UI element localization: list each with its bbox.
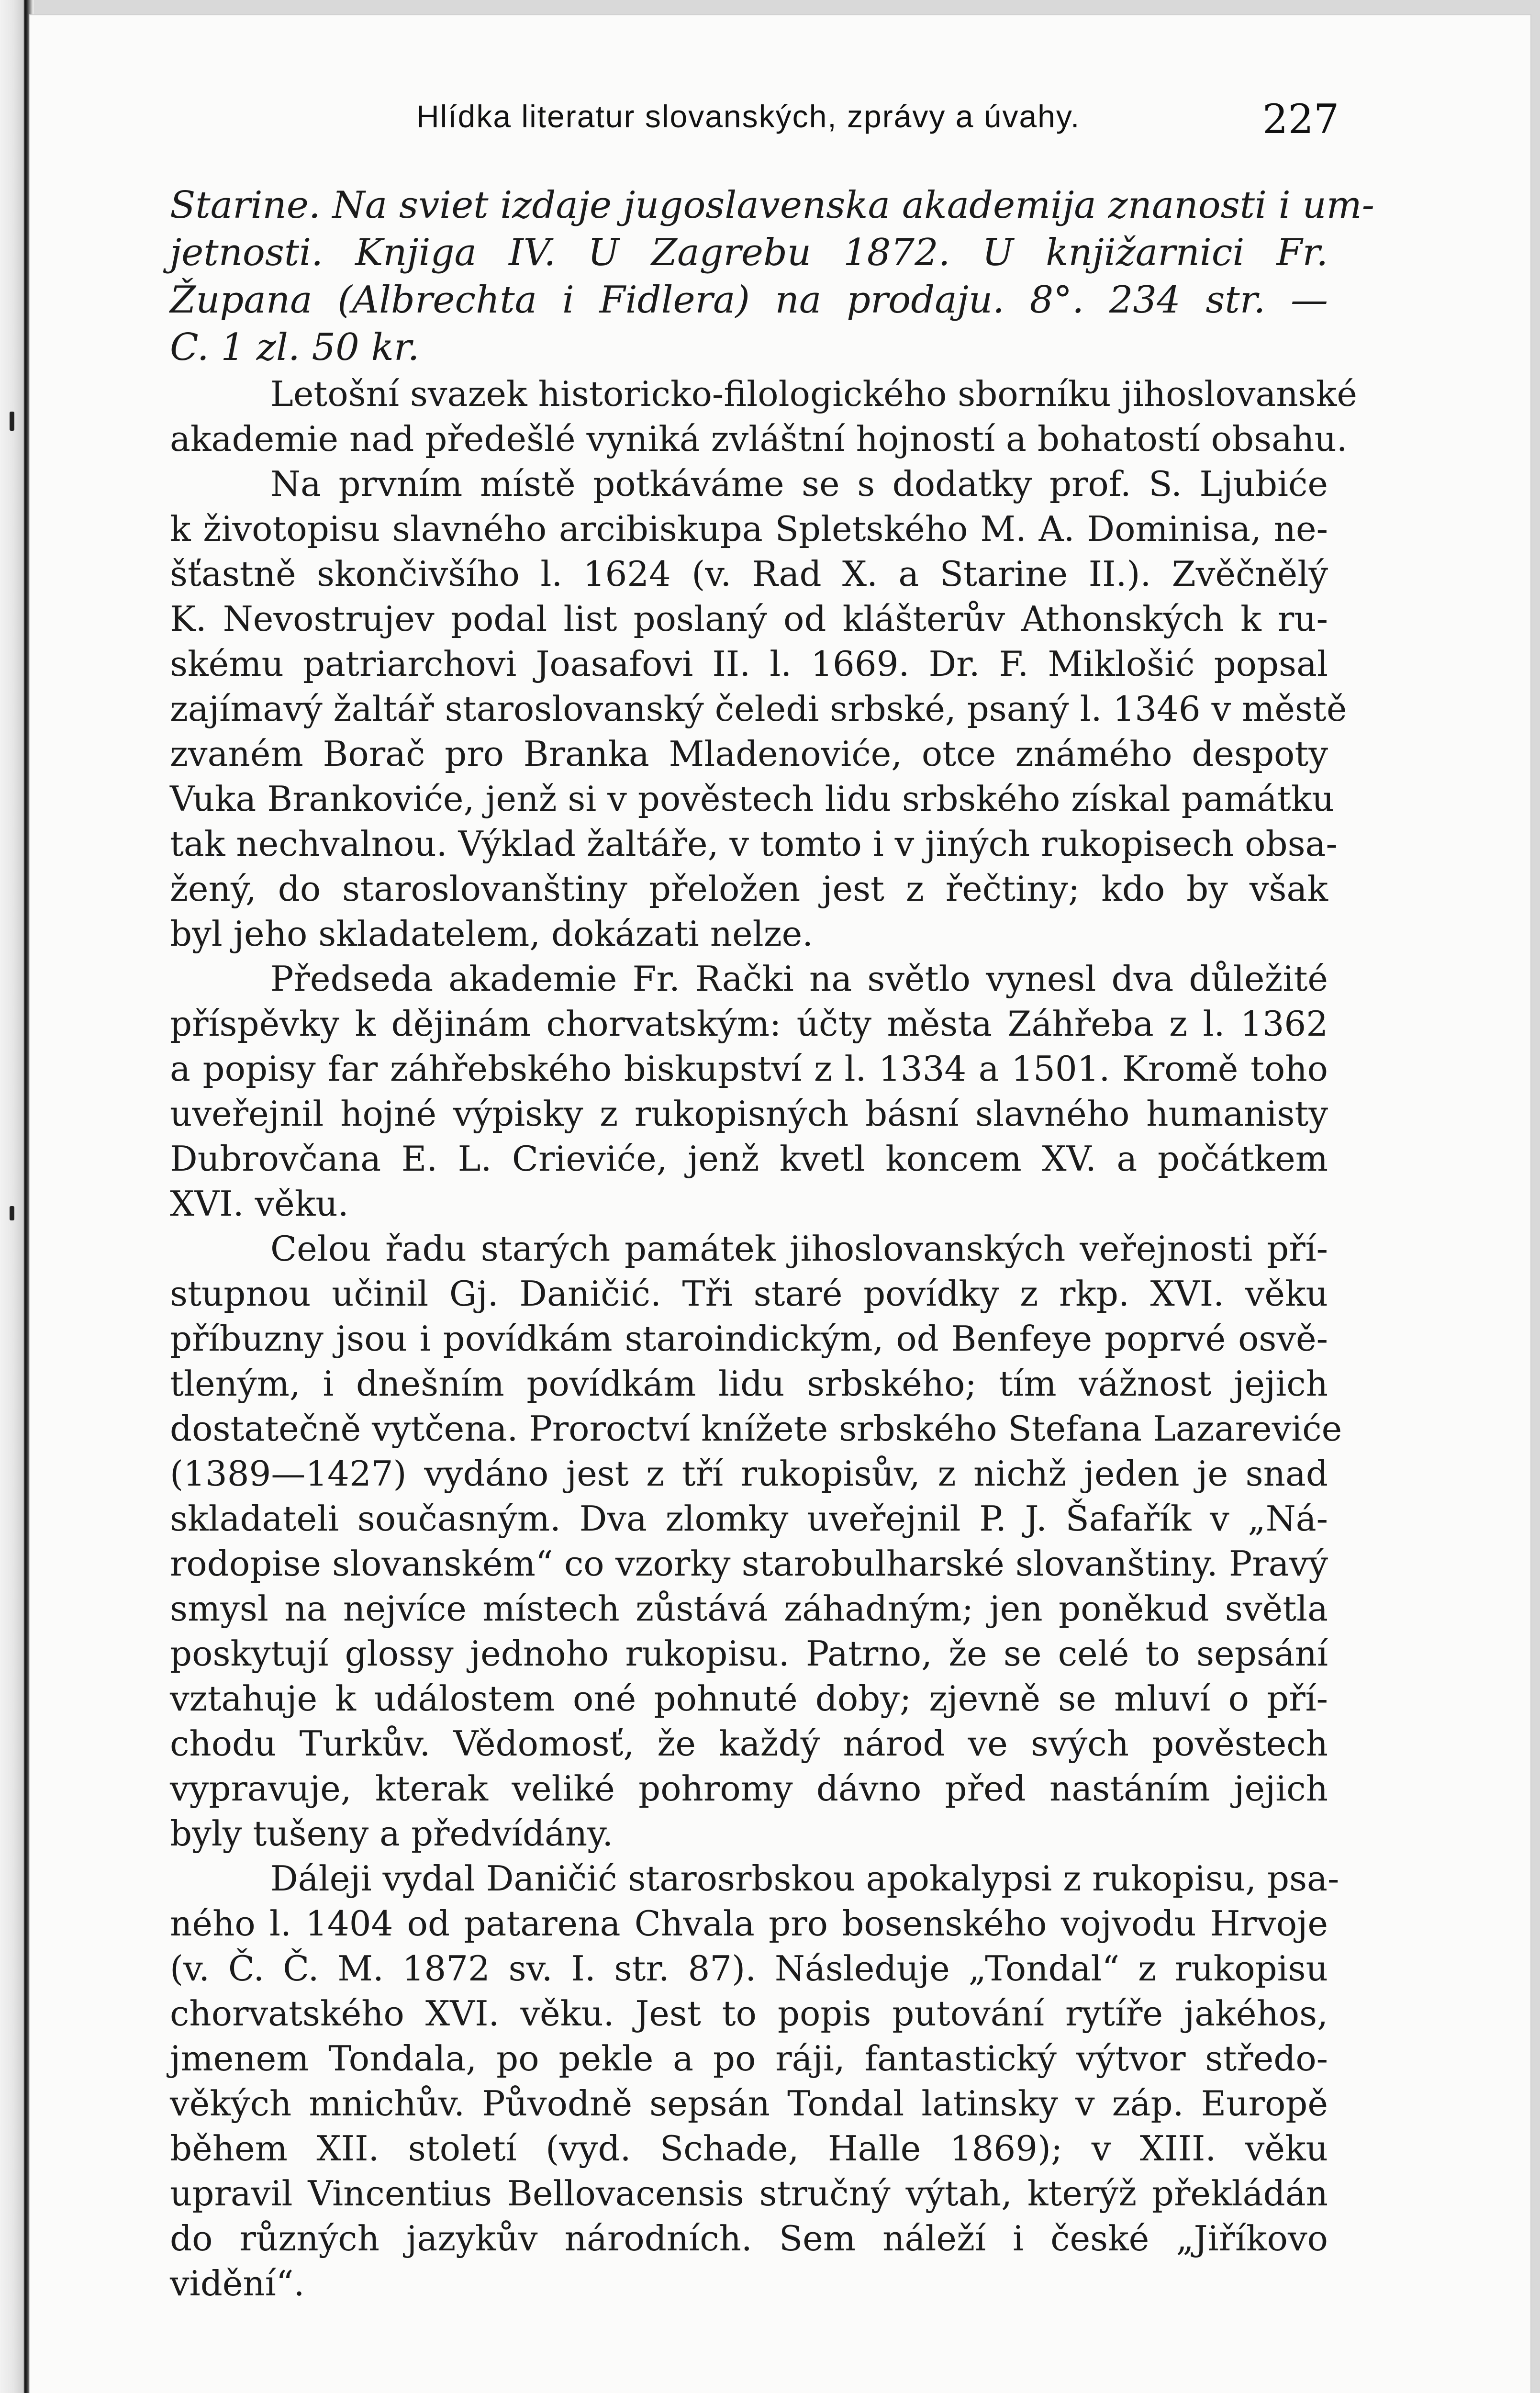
margin-mark xyxy=(10,412,14,431)
page-number: 227 xyxy=(1262,96,1339,143)
text-line: skladateli současným. Dva zlomky uveřejnil P. J. Šafařík v „Ná- xyxy=(170,1498,1328,1539)
text-line: byl jeho skladatelem, dokázati nelze. xyxy=(170,914,814,954)
running-header: Hlídka literatur slovanských, zprávy a úvahy. xyxy=(416,99,1081,134)
text-line: dostatečně vytčena. Proroctví knížete srbského Stefana Lazareviće xyxy=(170,1409,1342,1449)
text-line: Starine. Na sviet izdaje jugoslavenska akademija znanosti i um- xyxy=(170,184,1375,227)
text-line: rodopise slovanském“ co vzorky starobulharské slovanštiny. Pravý xyxy=(170,1543,1328,1584)
body-text xyxy=(170,182,1375,2306)
text-line: vztahuje k událostem oné pohnuté doby; zjevně se mluví o pří- xyxy=(170,1678,1328,1719)
text-line: jmenem Tondala, po pekle a po ráji, fantastický výtvor středo- xyxy=(170,2038,1328,2079)
margin-mark xyxy=(10,1206,14,1220)
text-line: během XII. století (vyd. Schade, Halle 1869); v XIII. věku xyxy=(170,2128,1328,2169)
text-line: věkých mnichův. Původně sepsán Tondal latinsky v záp. Europě xyxy=(170,2083,1328,2124)
text-line: XVI. věku. xyxy=(170,1184,349,1224)
text-line: upravil Vincentius Bellovacensis stručný výtah, kterýž překládán xyxy=(170,2173,1328,2214)
text-line: Předseda akademie Fr. Rački na světlo vynesl dva důležité xyxy=(270,959,1328,999)
text-line: ného l. 1404 od patarena Chvala pro bosenského vojvodu Hrvoje xyxy=(170,1903,1328,1944)
text-line: žený, do staroslovanštiny přeložen jest z řečtiny; kdo by však xyxy=(170,869,1328,909)
text-line: chodu Turkův. Vědomosť, že každý národ ve svých pověstech xyxy=(170,1723,1328,1764)
text-line: příbuzny jsou i povídkám staroindickým, od Benfeye poprvé osvě- xyxy=(170,1319,1328,1359)
text-line: smysl na nejvíce místech zůstává záhadným; jen poněkud světla xyxy=(170,1588,1328,1629)
text-line: zajímavý žaltář staroslovanský čeledi srbské, psaný l. 1346 v městě xyxy=(170,689,1347,729)
text-line: uveřejnil hojné výpisky z rukopisných básní slavného humanisty xyxy=(170,1094,1328,1134)
text-line: chorvatského XVI. věku. Jest to popis putování rytíře jakéhos, xyxy=(170,1993,1328,2034)
text-line: Dubrovčana E. L. Crieviće, jenž kvetl koncem XV. a počátkem xyxy=(170,1139,1328,1179)
text-line: Župana (Albrechta i Fidlera) na prodaju. 8°. 234 str. — xyxy=(170,279,1328,322)
text-line: jetnosti. Knjiga IV. U Zagrebu 1872. U knjižarnici Fr. xyxy=(170,231,1328,274)
text-line: Vuka Brankoviće, jenž si v pověstech lidu srbského získal památku xyxy=(170,779,1334,819)
text-line: šťastně skončivšího l. 1624 (v. Rad X. a Starine II.). Zvěčnělý xyxy=(170,554,1328,594)
text-line: (v. Č. Č. M. 1872 sv. I. str. 87). Následuje „Tondal“ z rukopisu xyxy=(170,1948,1328,1989)
text-line: příspěvky k dějinám chorvatským: účty města Záhřeba z l. 1362 xyxy=(170,1004,1328,1044)
text-line: tak nechvalnou. Výklad žaltáře, v tomto i v jiných rukopisech obsa- xyxy=(170,824,1338,864)
text-line: vidění“. xyxy=(170,2263,305,2304)
text-line: (1389—1427) vydáno jest z tří rukopisův, z nichž jeden je snad xyxy=(170,1454,1328,1494)
text-line: tleným, i dnešním povídkám lidu srbského; tím vážnost jejich xyxy=(170,1364,1328,1404)
text-line: skému patriarchovi Joasafovi II. l. 1669. Dr. F. Miklošić popsal xyxy=(170,644,1328,684)
text-line: Letošní svazek historicko-filologického sborníku jihoslovanské xyxy=(270,374,1357,414)
text-line: k životopisu slavného arcibiskupa Spletského M. A. Dominisa, ne- xyxy=(170,509,1328,549)
text-line: poskytují glossy jednoho rukopisu. Patrno, že se celé to sepsání xyxy=(170,1633,1328,1674)
text-line: Na prvním místě potkáváme se s dodatky prof. S. Ljubiće xyxy=(270,464,1328,504)
text-line: vypravuje, kterak veliké pohromy dávno před nastáním jejich xyxy=(170,1768,1328,1809)
text-line: K. Nevostrujev podal list poslaný od klášterův Athonských k ru- xyxy=(170,599,1328,639)
text-line: zvaném Borač pro Branka Mladenoviće, otce známého despoty xyxy=(170,734,1328,774)
text-line: byly tušeny a předvídány. xyxy=(170,1813,614,1854)
text-line: a popisy far záhřebského biskupství z l. 1334 a 1501. Kromě toho xyxy=(170,1049,1328,1089)
text-line: Celou řadu starých památek jihoslovanských veřejnosti pří- xyxy=(270,1229,1328,1269)
text-line: akademie nad předešlé vyniká zvláštní hojností a bohatostí obsahu. xyxy=(170,419,1348,459)
text-line: do různých jazykův národních. Sem náleží i české „Jiříkovo xyxy=(170,2218,1328,2259)
text-line: Dáleji vydal Daničić starosrbskou apokalypsi z rukopisu, psa- xyxy=(270,1858,1339,1899)
text-line: stupnou učinil Gj. Daničić. Tři staré povídky z rkp. XVI. věku xyxy=(170,1274,1328,1314)
text-line: C. 1 zl. 50 kr. xyxy=(170,326,420,369)
